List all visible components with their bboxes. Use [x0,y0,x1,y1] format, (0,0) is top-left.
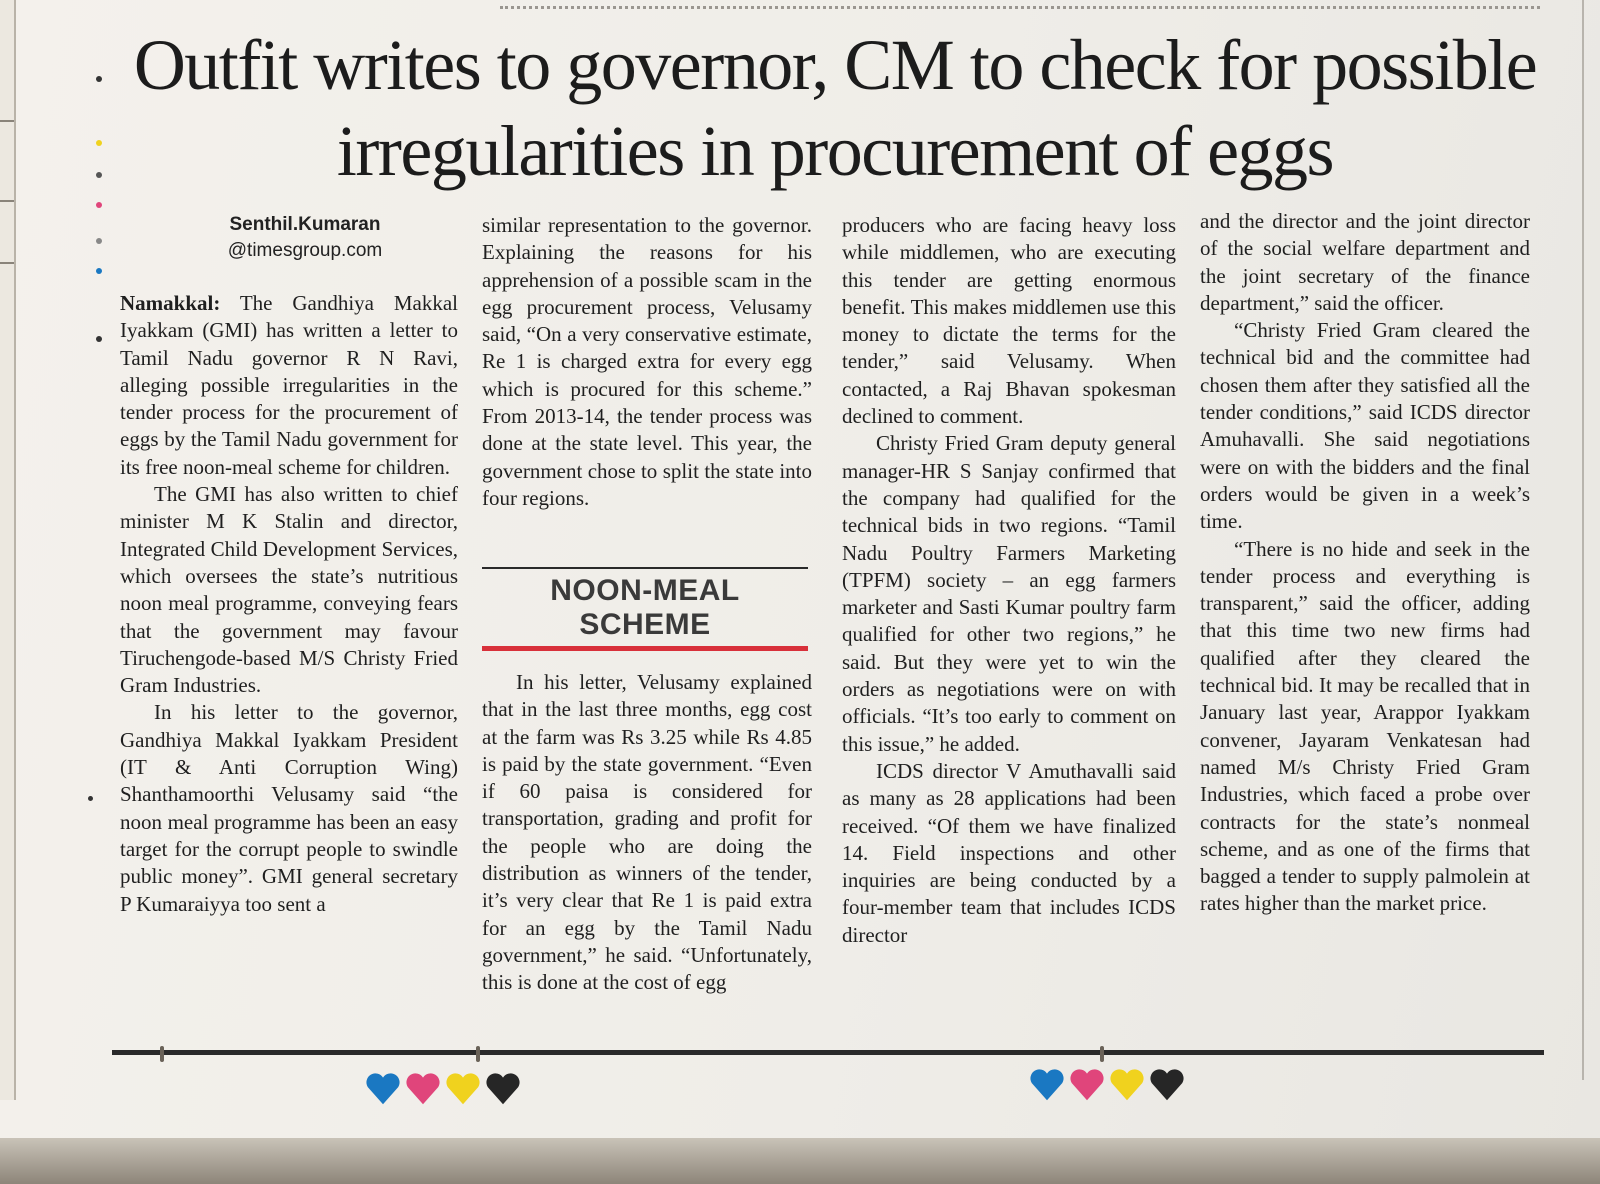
article-column-4 [1200,208,1530,918]
magenta-heart-icon [1068,1066,1106,1104]
magenta-heart-icon [404,1070,442,1108]
byline-email: @timesgroup.com [227,240,383,261]
headline: Outfit writes to governor, CM to check for possible irregularities in procurement of eggs [133,25,1537,191]
registration-dot [96,140,102,146]
cyan-heart-icon [1028,1066,1066,1104]
black-heart-icon [484,1070,522,1108]
paragraph: ICDS director V Amuthavalli said as many as 28 applications had been received. “Of them we have finalized 14. Field inspections and other inquiries are being conducted by a four-member team that includes ICDS director [842,758,1176,947]
registration-dot [96,172,102,178]
adjacent-page-edge [0,0,16,1100]
box-rule-red [482,646,808,651]
registration-dot [96,202,102,208]
bottom-rule [112,1050,1544,1055]
black-heart-icon [1148,1066,1186,1104]
registration-dot [96,238,102,244]
paragraph: The GMI has also written to chief minister M K Stalin and director, Integrated Child Development Services, which oversees the state’s nutritious noon meal programme, conveying fears that the government may favour Tiruchengode-based M/S Christy Fried Gram Industries. [120,482,458,698]
registration-dot [96,268,102,274]
pin-mark [160,1046,164,1062]
paragraph: “There is no hide and seek in the tender process and everything is transparent,” said the officer, adding that this time two new firms had qualified after they cleared the technical bid. It may be recalled that in January last year, Arappor Iyakkam convener, Jayaram Venkatesan had named M/s Christy Fried Gram Industries, which faced a probe over contracts for the state’s nonmeal scheme, and as one of the firms that bagged a tender to supply palmolein at rates higher than the market price. [1200,536,1530,916]
pin-mark [1100,1046,1104,1062]
paragraph: In his letter to the governor, Gandhiya Makkal Iyakkam President (IT & Anti Corruption Wing) Shanthamoorthi Velusamy said “the noon meal programme has been an easy target for the corrupt people to swindle public money”. GMI general secretary P Kumaraiyya too sent a [120,700,458,916]
page-bottom-shadow [0,1138,1600,1184]
edge-tick [0,262,14,264]
edge-tick [0,120,14,122]
pin-mark [476,1046,480,1062]
paragraph: In his letter, Velusamy explained that in the last three months, egg cost at the farm was Rs 3.25 while Rs 4.85 is paid by the state government. “Even if 60 paisa is considered for transportation, grading and profit for the people who are doing the distribution as winners of the tender, it’s very clear that Re 1 is paid extra for an egg by the Tamil Nadu government,” he said. “Unfortunately, this is done at the cost of egg [482,670,812,995]
registration-dot [96,336,102,342]
edge-tick [0,200,14,202]
cyan-heart-icon [364,1070,402,1108]
paragraph-text: The Gandhiya Makkal Iyakkam (GMI) has written a letter to Tamil Nadu governor R N Ravi, alleging possible irregularities in the tender process for the procurement of eggs by the Tamil Nadu government for its free noon-meal scheme for children. [120,291,458,479]
registration-dot [96,76,102,82]
paragraph [120,290,458,481]
article-column-2-top [482,212,812,512]
box-rule-top [482,567,808,569]
paragraph: Christy Fried Gram deputy general manager-HR S Sanjay confirmed that the company had qualified for the technical bids in two regions. “Tamil Nadu Poultry Farmers Marketing (TPFM) society – an egg farmers marketer and Sasti Kumar poultry farm qualified for other two regions,” he said. But they were yet to win the orders as negotiations were on with officials. “It’s too early to comment on this issue,” he added. [842,431,1176,756]
byline-name: Senthil.Kumaran [229,214,381,235]
column-edge-rule [1582,0,1584,1080]
article-column-3 [842,212,1176,949]
section-box-line: NOON-MEAL [550,574,740,607]
registration-dot [88,796,93,801]
section-box-title [482,574,808,642]
paragraph: similar representation to the governor. Explaining the reasons for his apprehension of a possible scam in the egg procurement process, Velusamy said, “On a very conservative estimate, Re 1 is charged extra for every egg which is procured for this scheme.” From 2013-14, the tender process was done at the state level. This year, the government chose to split the state into four regions. [482,213,812,510]
paragraph: producers who are facing heavy loss while middlemen, who are executing this tender are getting enormous benefit. This makes middlemen use this money to dictate the terms for the tender,” said Velusamy. When contacted, a Raj Bhavan spokesman declined to comment. [842,213,1176,429]
yellow-heart-icon [444,1070,482,1108]
paragraph: “Christy Fried Gram cleared the technical bid and the committee had chosen them after they satisfied all the tender conditions,” said ICDS director Amuhavalli. She said negotiations were on with the bidders and the final orders would be given in a week’s time. [1200,318,1530,534]
article-column-1 [120,290,458,918]
paragraph: and the director and the joint director of the social welfare department and the joint secretary of the finance department,” said the officer. [1200,209,1530,315]
dateline: Namakkal: [120,291,221,315]
yellow-heart-icon [1108,1066,1146,1104]
section-box-line: SCHEME [579,608,711,641]
top-dotted-rule [500,6,1540,9]
article-column-2-bottom [482,669,812,997]
